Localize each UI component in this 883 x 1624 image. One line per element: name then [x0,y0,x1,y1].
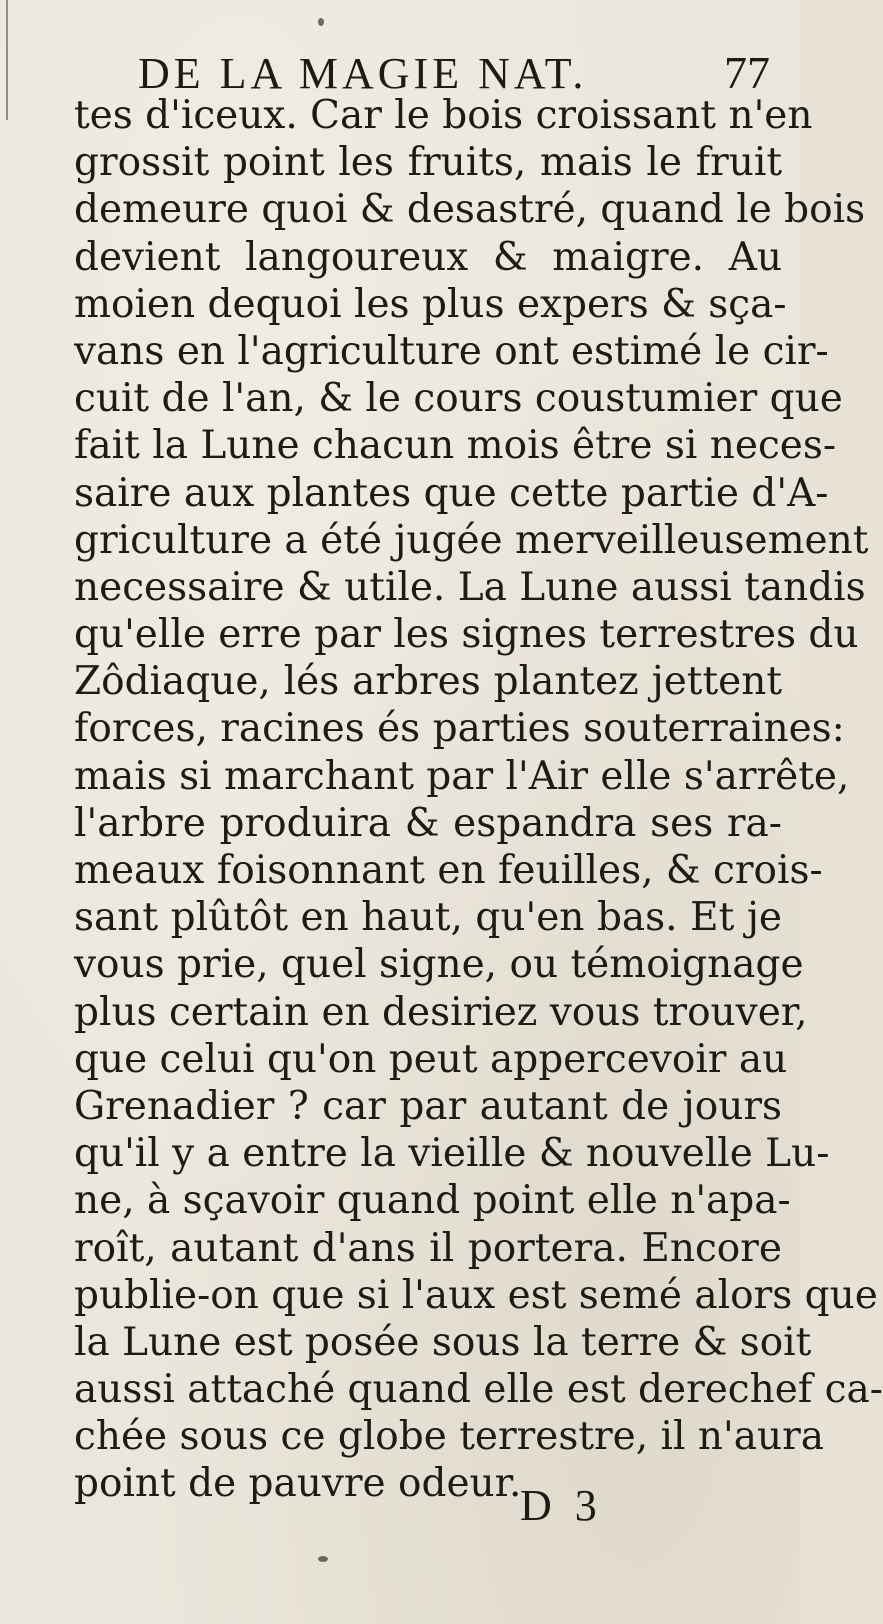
text-line: griculture a été jugée merveilleusement [74,517,869,563]
text-line: aussi attaché quand elle est derechef ca- [74,1367,883,1413]
text-line: Zôdiaque, lés arbres plantez jettent [74,659,782,705]
text-line: tes d'iceux. Car le bois croissant n'en [74,93,813,138]
signature-mark: D 3 [520,1481,603,1530]
text-line: saire aux plantes que cette partie d'A- [74,470,829,516]
text-line: demeure quoi & desastré, quand le bois [74,187,866,233]
text-line: chée sous ce globe terrestre, il n'aura [74,1414,824,1460]
text-line: vans en l'agriculture ont estimé le cir- [74,328,829,374]
text-line: moien dequoi les plus expers & sça- [74,281,787,327]
ink-speck [318,1556,328,1562]
text-line: sant plûtôt en haut, qu'en bas. Et je [74,895,782,941]
text-line: forces, racines és parties souterraines: [74,706,845,752]
text-line: cuit de l'an, & le cours coustumier que [74,376,843,422]
text-line: Grenadier ? car par autant de jours [74,1083,782,1129]
gutter-edge [6,0,8,120]
text-line: grossit point les fruits, mais le fruit [74,140,782,186]
text-line: point de pauvre odeur. [74,1461,522,1507]
text-line: l'arbre produira & espandra ses ra- [74,800,782,846]
ink-speck [318,18,324,26]
body-text [74,92,883,1508]
text-line: mais si marchant par l'Air elle s'arrête, [74,753,850,799]
text-line: roît, autant d'ans il portera. Encore [74,1225,782,1271]
text-line: plus certain en desiriez vous trouver, [74,989,808,1035]
text-line: ne, à sçavoir quand point elle n'apa- [74,1178,791,1224]
page-number: 77 [724,47,770,98]
text-line: que celui qu'on peut appercevoir au [74,1036,788,1082]
text-line: devient langoureux & maigre. Au [74,234,782,280]
text-line: fait la Lune chacun mois être si neces- [74,423,837,469]
text-line: qu'il y a entre la vieille & nouvelle Lu- [74,1131,830,1177]
text-line: vous prie, quel signe, ou témoignage [74,942,804,988]
text-line: meaux foisonnant en feuilles, & crois- [74,848,823,893]
text-line: la Lune est posée sous la terre & soit [74,1319,812,1365]
text-line: necessaire & utile. La Lune aussi tandis [74,564,866,610]
running-head: DE LA MAGIE NAT. [138,49,588,98]
text-line: publie-on que si l'aux est semé alors que [74,1272,878,1318]
text-line: qu'elle erre par les signes terrestres du [74,612,859,658]
page-header [60,36,778,96]
